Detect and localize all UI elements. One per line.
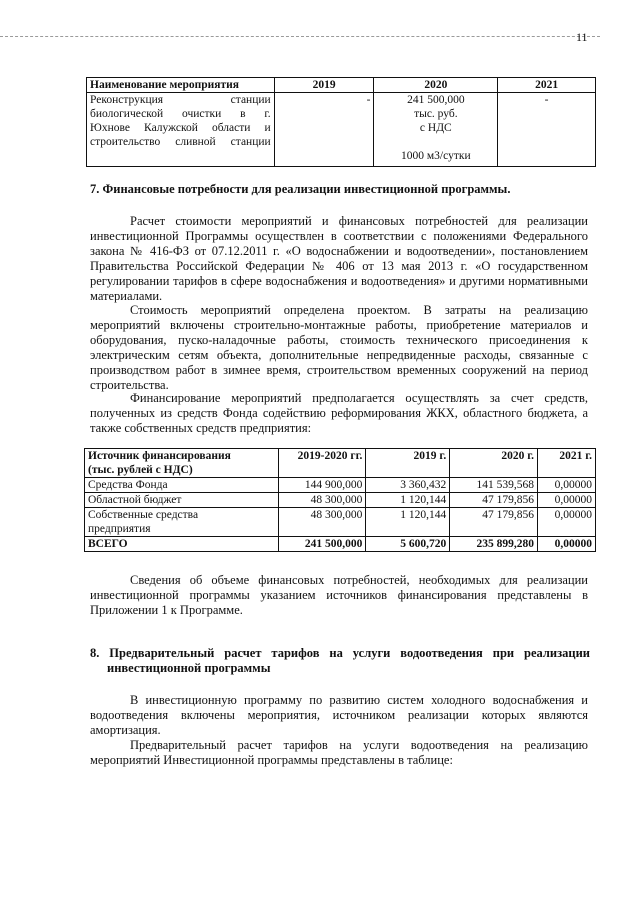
measures-table-header bbox=[87, 78, 596, 93]
table-row bbox=[85, 493, 596, 508]
cell-value: 0,00000 bbox=[538, 478, 596, 493]
section-8-heading-line: 8. Предварительный расчет тарифов на услуги водоотведения при реализации bbox=[90, 646, 590, 660]
header-2019: 2019 bbox=[274, 78, 374, 93]
total-value: 5 600,720 bbox=[366, 537, 450, 552]
scan-artifact-line bbox=[0, 36, 600, 37]
value-2020 bbox=[374, 93, 498, 167]
header-source bbox=[85, 449, 279, 478]
table-row bbox=[85, 508, 596, 537]
desc-line: биологической очистки в г. bbox=[90, 108, 271, 120]
desc-line: Юхнове Калужской области и bbox=[90, 122, 271, 134]
header-2020: 2020 bbox=[374, 78, 498, 93]
cell-value: 144 900,000 bbox=[278, 478, 366, 493]
cell-value: 47 179,856 bbox=[450, 508, 538, 537]
source-name: Областной бюджет bbox=[85, 493, 279, 508]
total-value: 235 899,280 bbox=[450, 537, 538, 552]
cell-value: 3 360,432 bbox=[366, 478, 450, 493]
cell-value: 0,00000 bbox=[538, 493, 596, 508]
table-row bbox=[87, 93, 596, 167]
section-7-heading: 7. Финансовые потребности для реализации инвестиционной программы. bbox=[90, 182, 511, 196]
total-value: 241 500,000 bbox=[278, 537, 366, 552]
cell-value: 48 300,000 bbox=[278, 493, 366, 508]
header-source-line: (тыс. рублей с НДС) bbox=[88, 464, 193, 476]
section-7-paragraph-2: Стоимость мероприятий определена проектом. В затраты на реализацию мероприятий включены строительно-монтажные работы, приобретение материалов и оборудования, пуско-наладочные работы, стоимость технического присоединения к электрическим сетям объекта, дополнительные непредвиденные расходы, связанные с производством работ в зимнее время, строительством временных сооружений на период строительства. bbox=[90, 303, 588, 392]
header-measure-name: Наименование мероприятия bbox=[87, 78, 275, 93]
header-2019-2020: 2019-2020 гг. bbox=[278, 449, 366, 478]
source-name bbox=[85, 508, 279, 537]
value-2020-unit: тыс. руб. bbox=[414, 108, 458, 120]
measures-table bbox=[86, 77, 596, 167]
financing-table-header bbox=[85, 449, 596, 478]
section-7-paragraph-1: Расчет стоимости мероприятий и финансовых потребностей для реализации инвестиционной Программы осуществлен в соответствии с положениями Федерального закона № 416-ФЗ от 07.12.2011 г. «О водоснабжении и водоотведении», постановлением Правительства Российской Федерации № 406 от 13 мая 2013 г. «О государственном регулировании тарифов в сфере водоснабжения и водоотведения» и другими нормативными материалами. bbox=[90, 214, 588, 303]
desc-line: строительство сливной станции bbox=[90, 136, 271, 148]
cell-value: 141 539,568 bbox=[450, 478, 538, 493]
page-number: 11 bbox=[576, 30, 588, 44]
section-7-paragraph-3: Финансирование мероприятий предполагается осуществлять за счет средств, полученных из средств Фонда содействию реформирования ЖКХ, областного бюджета, а также собственных средств предприятия: bbox=[90, 391, 588, 435]
value-2019: - bbox=[274, 93, 374, 167]
cell-value: 1 120,144 bbox=[366, 508, 450, 537]
measure-description bbox=[87, 93, 275, 167]
header-2021: 2021 г. bbox=[538, 449, 596, 478]
section-8-heading-line: инвестиционной программы bbox=[107, 661, 271, 675]
section-7-paragraph-4: Сведения об объеме финансовых потребностей, необходимых для реализации инвестиционной программы указанием источников финансирования представлены в Приложении 1 к Программе. bbox=[90, 573, 588, 617]
cell-value: 1 120,144 bbox=[366, 493, 450, 508]
desc-line: Реконструкция станции bbox=[90, 94, 271, 106]
section-8-paragraph-2: Предварительный расчет тарифов на услуги водоотведения на реализацию мероприятий Инвестиционной программы представлены в таблице: bbox=[90, 738, 588, 767]
header-2020: 2020 г. bbox=[450, 449, 538, 478]
header-2021: 2021 bbox=[498, 78, 596, 93]
total-value: 0,00000 bbox=[538, 537, 596, 552]
table-row-total bbox=[85, 537, 596, 552]
value-2020-capacity: 1000 м3/сутки bbox=[401, 150, 471, 162]
total-label: ВСЕГО bbox=[85, 537, 279, 552]
header-2019: 2019 г. bbox=[366, 449, 450, 478]
cell-value: 48 300,000 bbox=[278, 508, 366, 537]
header-source-line: Источник финансирования bbox=[88, 450, 231, 462]
source-name: Средства Фонда bbox=[85, 478, 279, 493]
financing-sources-table bbox=[84, 448, 596, 552]
table-row bbox=[85, 478, 596, 493]
section-8-heading bbox=[90, 646, 590, 676]
source-name-line: Собственные средства bbox=[88, 509, 199, 521]
cell-value: 0,00000 bbox=[538, 508, 596, 537]
cell-value: 47 179,856 bbox=[450, 493, 538, 508]
source-name-line: предприятия bbox=[88, 523, 151, 535]
section-8-paragraph-1: В инвестиционную программу по развитию систем холодного водоснабжения и водоотведения включены мероприятия, источником реализации которых являются амортизация. bbox=[90, 693, 588, 737]
value-2020-vat: с НДС bbox=[419, 122, 452, 134]
value-2020-amount: 241 500,000 bbox=[407, 94, 465, 106]
value-2021: - bbox=[498, 93, 596, 167]
